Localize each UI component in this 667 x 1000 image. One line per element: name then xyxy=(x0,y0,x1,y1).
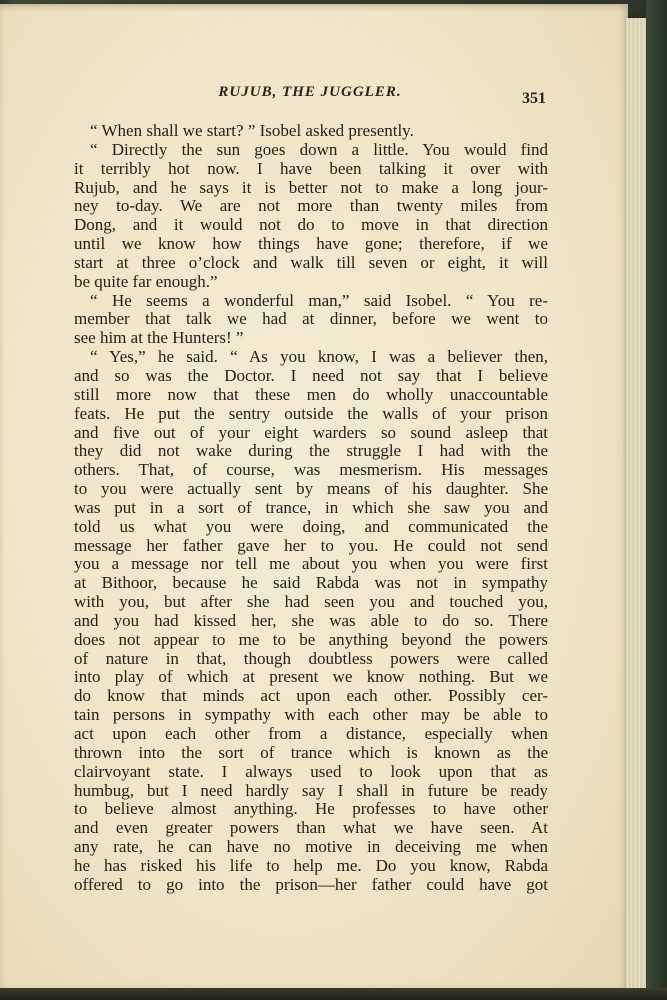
text-line: be quite far enough.” xyxy=(74,271,218,291)
text-line: clairvoyant state. I always used to look upon that as xyxy=(74,761,548,781)
text-line: was put in a sort of trance, in which she saw you and xyxy=(74,497,548,517)
text-line: humbug, but I need hardly say I shall in future be ready xyxy=(74,780,548,800)
text-line: until we know how things have gone; therefore, if we xyxy=(74,234,548,254)
bottom-shadow xyxy=(0,988,667,1000)
text-line: and even greater powers than what we have seen. At xyxy=(74,818,548,838)
book-page xyxy=(0,4,628,990)
text-line: do know that minds act upon each other. Possibly cer- xyxy=(74,686,548,706)
text-line: “ When shall we start? ” Isobel asked presently. xyxy=(90,121,414,140)
text-line: any rate, he can have no motive in deceiving me when xyxy=(74,837,548,857)
text-line: does not appear to me to be anything beyond the powers xyxy=(74,629,548,649)
text-line: it terribly hot now. I have been talking it over with xyxy=(74,158,548,178)
text-line: he has risked his life to help me. Do you know, Rabda xyxy=(74,855,548,875)
running-title: RUJUB, THE JUGGLER. xyxy=(218,84,402,100)
text-line: into play of which at present we know nothing. But we xyxy=(74,667,548,687)
text-line: you a message nor tell me about you when you were first xyxy=(74,554,548,574)
text-line: ney to-day. We are not more than twenty miles from xyxy=(74,196,548,216)
running-header xyxy=(60,84,560,106)
text-line: and you had kissed her, she was able to do so. There xyxy=(74,610,548,630)
page-number: 351 xyxy=(522,90,546,107)
text-line: start at three o’clock and walk till seven or eight, it will xyxy=(74,252,548,272)
book-cover-edge xyxy=(646,0,667,1000)
text-line: of nature in that, though doubtless powers were called xyxy=(74,648,548,668)
text-line: member that talk we had at dinner, before we went to xyxy=(74,309,548,329)
text-line: tain persons in sympathy with each other may be able to xyxy=(74,705,548,725)
text-line: see him at the Hunters! ” xyxy=(74,328,244,348)
text-line: thrown into the sort of trance which is known as the xyxy=(74,742,548,762)
text-line: “ Yes,” he said. “ As you know, I was a believer then, xyxy=(90,347,548,367)
text-line: still more now that these men do wholly unaccountable xyxy=(74,384,548,404)
text-line: “ He seems a wonderful man,” said Isobel. “ You re- xyxy=(90,290,548,310)
text-line: to you were actually sent by means of his daughter. She xyxy=(74,479,548,499)
text-line: others. That, of course, was mesmerism. His messages xyxy=(74,460,548,480)
text-line: with you, but after she had seen you and touched you, xyxy=(74,592,548,612)
text-line: offered to go into the prison—her father could have got xyxy=(74,874,548,894)
text-line: Rujub, and he says it is better not to make a long jour- xyxy=(74,177,548,197)
text-line: at Bithoor, because he said Rabda was not in sympathy xyxy=(74,573,548,593)
text-line: message her father gave her to you. He could not send xyxy=(74,535,548,555)
text-line: told us what you were doing, and communicated the xyxy=(74,516,548,536)
page-edges xyxy=(626,18,646,990)
text-line: and so was the Doctor. I need not say that I believe xyxy=(74,365,548,385)
text-line: Dong, and it would not do to move in that direction xyxy=(74,215,548,235)
text-line: act upon each other from a distance, especially when xyxy=(74,724,548,743)
text-line: to believe almost anything. He professes to have other xyxy=(74,799,548,819)
text-line: feats. He put the sentry outside the walls of your prison xyxy=(74,403,548,423)
text-line: and five out of your eight warders so sound asleep that xyxy=(74,422,548,442)
text-line: they did not wake during the struggle I had with the xyxy=(74,441,548,461)
body-text xyxy=(74,122,548,895)
text-line: “ Directly the sun goes down a little. You would find xyxy=(90,139,548,159)
